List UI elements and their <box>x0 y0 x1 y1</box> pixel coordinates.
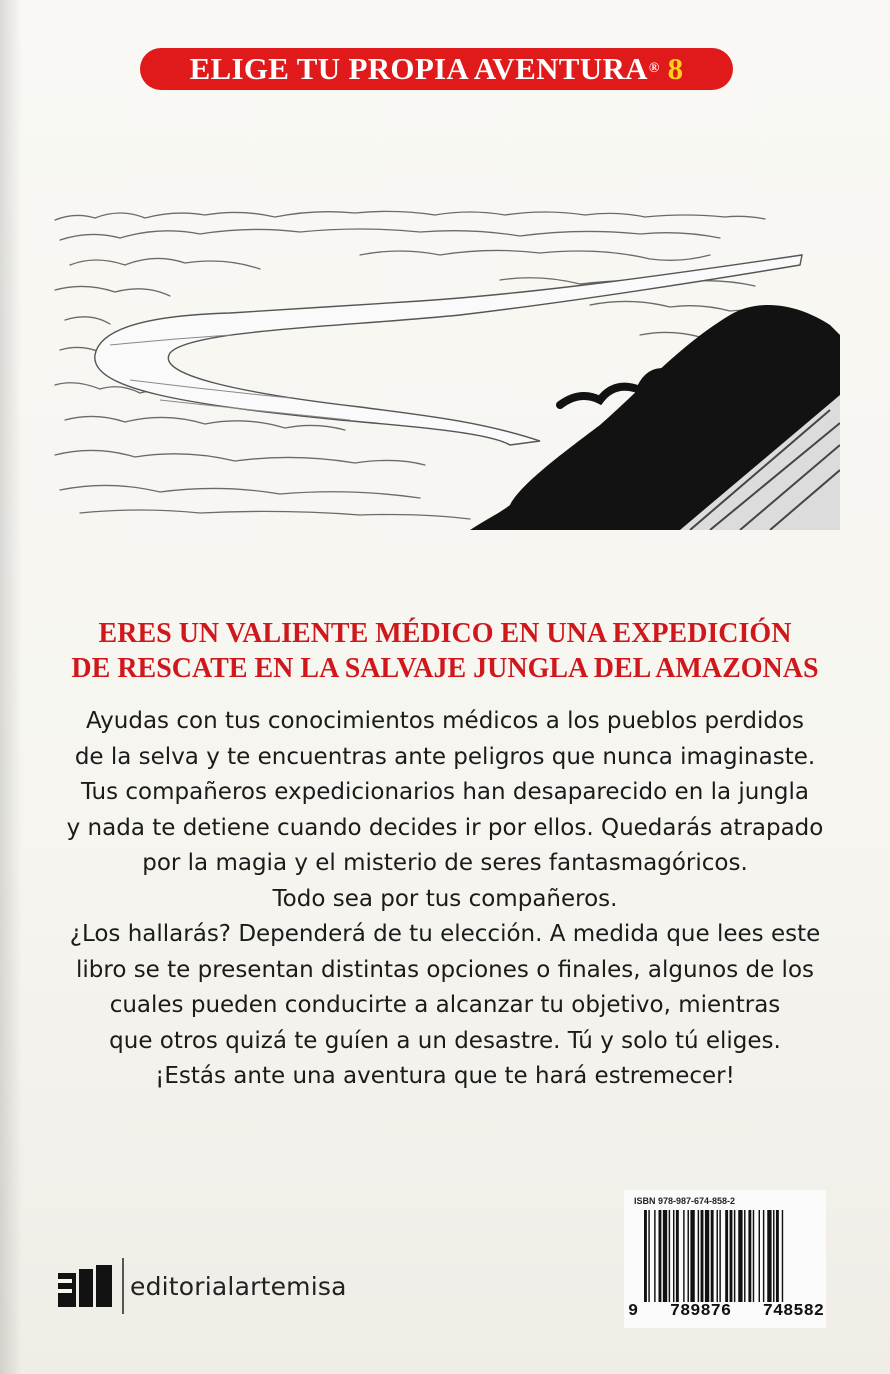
synopsis-line: que otros quizá te guíen a un desastre. Tú y solo tú eliges. <box>109 1027 781 1054</box>
synopsis-line: Tus compañeros expedicionarios han desaparecido en la jungla <box>80 779 810 805</box>
synopsis-line: por la magia y el misterio de seres fantasmagóricos. <box>142 850 748 876</box>
synopsis-line: libro se te presentan distintas opciones o finales, algunos de los <box>75 956 814 983</box>
barcode-digit-prefix: 9 <box>628 1302 639 1321</box>
synopsis-line: y nada te detiene cuando decides ir por ellos. Quedarás atrapado <box>66 814 824 841</box>
jungle-river-illustration <box>40 195 840 530</box>
headline <box>40 616 850 686</box>
headline-line-2: DE RESCATE EN LA SALVAJE JUNGLA DEL AMAZONAS <box>71 653 819 684</box>
synopsis-line: Todo sea por tus compañeros. <box>272 885 618 912</box>
spine-shadow <box>0 0 22 1374</box>
isbn-label: ISBN 978-987-674-858-2 <box>634 1196 736 1206</box>
series-title: ELIGE TU PROPIA AVENTURA <box>189 51 648 86</box>
barcode <box>624 1190 826 1328</box>
headline-line-1: ERES UN VALIENTE MÉDICO EN UNA EXPEDICIÓN <box>98 618 792 649</box>
synopsis-line: Ayudas con tus conocimientos médicos a los pueblos perdidos <box>86 708 804 734</box>
publisher-divider <box>122 1258 124 1314</box>
barcode-digits <box>628 1302 824 1321</box>
barcode-digit-group-1: 789876 <box>669 1302 732 1321</box>
publisher-block <box>58 1258 347 1314</box>
barcode-bars <box>628 1210 824 1302</box>
series-banner <box>140 48 733 90</box>
publisher-name: editorialartemisa <box>130 1271 347 1301</box>
barcode-digit-group-2: 748582 <box>762 1302 824 1321</box>
synopsis-line: ¡Estás ante una aventura que te hará estremecer! <box>155 1063 735 1089</box>
synopsis <box>40 704 850 1095</box>
synopsis-line: cuales pueden conducirte a alcanzar tu objetivo, mientras <box>109 992 781 1018</box>
publisher-logo-icon <box>58 1265 116 1307</box>
synopsis-line: ¿Los hallarás? Dependerá de tu elección. A medida que lees este <box>69 921 821 947</box>
registered-mark: ® <box>648 61 660 76</box>
synopsis-line: de la selva y te encuentras ante peligros que nunca imaginaste. <box>74 743 816 770</box>
series-number: 8 <box>667 51 684 86</box>
